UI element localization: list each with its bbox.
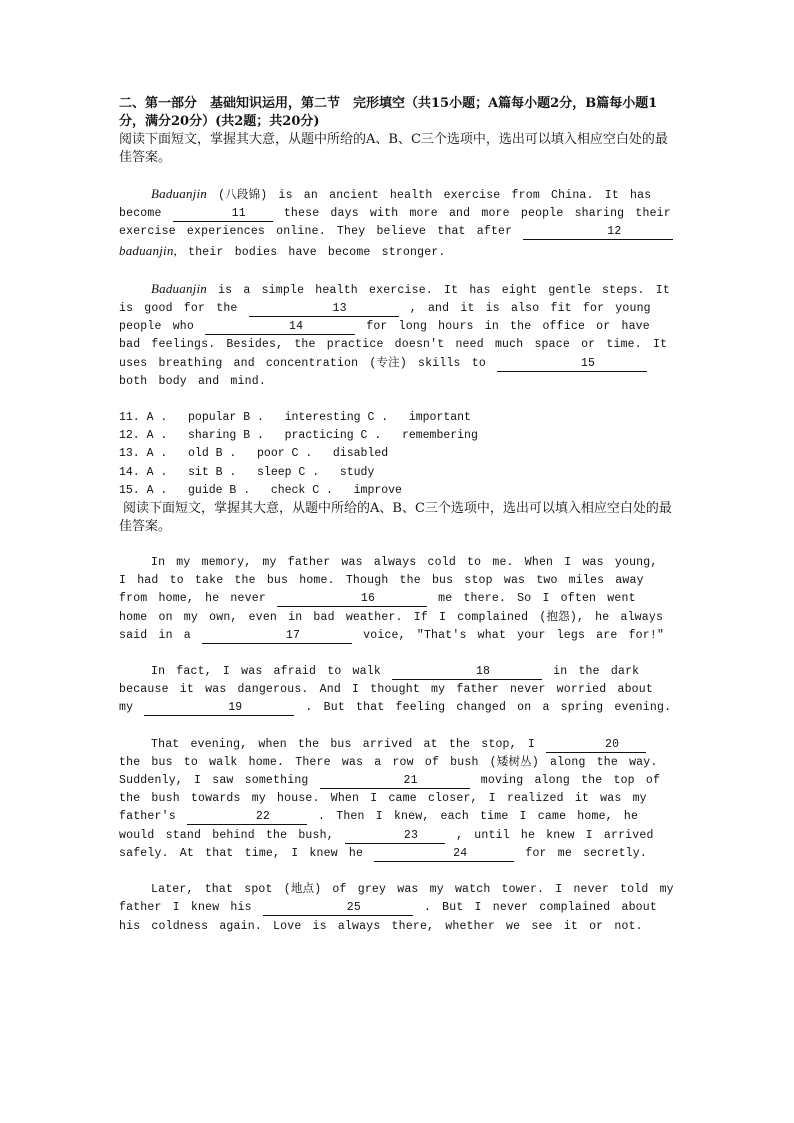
blank-21[interactable]: 21 (320, 774, 470, 789)
text: , until he knew I arrived safely. At that time, I knew he (119, 828, 654, 860)
blank-12[interactable]: 12 (523, 225, 673, 240)
text: me there. So I often went home on my own, even in bad weather. If I complained (抱怨), he always said in a (119, 592, 664, 642)
option-row-14[interactable]: 14. A . sit B . sleep C . study (119, 465, 375, 479)
option-row-13[interactable]: 13. A . old B . poor C . disabled (119, 447, 389, 461)
blank-24[interactable]: 24 (374, 847, 514, 862)
blank-17[interactable]: 17 (202, 629, 352, 644)
term-word: Baduanjin (151, 280, 207, 296)
text: these days with more and more people sharing their exercise experiences online. They believe that after (119, 207, 671, 239)
title-word: Baduanjin (151, 186, 207, 201)
section1-instruction: 阅读下面短文，掌握其大意，从题中所给的A、B、C三个选项中，选出可以填入相应空白处的最佳答案。 (119, 132, 668, 165)
blank-11[interactable]: 11 (173, 207, 273, 222)
blank-15[interactable]: 15 (497, 357, 647, 372)
option-row-12[interactable]: 12. A . sharing B . practicing C . remembering (119, 429, 478, 443)
passage-b-paragraph-2 (119, 663, 675, 718)
text: (八段锦) is an ancient health exercise from China. It has become (119, 189, 652, 221)
section1-heading: 二、第一部分 基础知识运用，第二节 完形填空（共15小题；A篇每小题2分，B篇每小题1分，满分20分）(共2题；共20分) (119, 96, 658, 129)
passage-a-paragraph-1 (119, 185, 675, 262)
blank-20[interactable]: 20 (546, 738, 646, 753)
blank-16[interactable]: 16 (277, 592, 427, 607)
text: . But that feeling changed on a spring evening. (305, 701, 672, 715)
passage-b-paragraph-4 (119, 881, 675, 936)
text: , and it is also fit for young people who (119, 302, 651, 334)
blank-19[interactable]: 19 (144, 701, 294, 716)
text: the bus to walk home. There was a row of bush (矮树丛) along the way. Suddenly, I saw something (119, 755, 658, 788)
text: their bodies have become stronger. (188, 245, 446, 259)
text: . Then I knew, each time I came home, he would stand behind the bush, (119, 810, 639, 842)
text: In my memory, my father was always cold to me. When I was young, I had to take the bus home. Though the bus stop was two miles away from home, he never (119, 556, 658, 606)
text: moving along the top of the bush towards my house. When I came closer, I realized it was my father's (119, 774, 661, 824)
text: . But I never complained about his coldness again. Love is always there, whether we see it or not. (119, 901, 657, 933)
text: in the dark because it was dangerous. And I thought my father never worried about my (119, 665, 653, 715)
text-italic: baduanjin, (119, 242, 177, 258)
text: Later, that spot (地点) of grey was my watch tower. I never told my father I knew his (119, 883, 674, 915)
text: for long hours in the office or have bad feelings. Besides, the practice doesn't need much space or time. It uses breathing and concentration (专注) skills to (119, 320, 668, 370)
blank-14[interactable]: 14 (205, 320, 355, 335)
text: is a simple health exercise. It has eight gentle steps. It is good for the (119, 283, 670, 316)
text: That evening, when the bus arrived at the stop, I (151, 737, 535, 751)
text: In fact, I was afraid to walk (151, 665, 381, 679)
text: voice, "That's what your legs are for!" (363, 628, 665, 642)
text: for me secretly. (525, 846, 647, 860)
blank-18[interactable]: 18 (392, 665, 542, 680)
blank-13[interactable]: 13 (249, 302, 399, 317)
options-list (119, 409, 675, 500)
exam-page (119, 95, 675, 936)
blank-22[interactable]: 22 (187, 810, 307, 825)
passage-b-paragraph-3 (119, 736, 675, 863)
option-row-11[interactable]: 11. A . popular B . interesting C . important (119, 411, 471, 425)
passage-b-paragraph-1 (119, 554, 675, 645)
passage-a-paragraph-2 (119, 280, 675, 391)
option-row-15[interactable]: 15. A . guide B . check C . improve (119, 483, 402, 497)
section2-instruction: 阅读下面短文，掌握其大意，从题中所给的A、B、C三个选项中，选出可以填入相应空白处的最佳答案。 (119, 501, 672, 535)
blank-23[interactable]: 23 (345, 829, 445, 844)
blank-25[interactable]: 25 (263, 901, 413, 916)
text: both body and mind. (119, 374, 266, 388)
